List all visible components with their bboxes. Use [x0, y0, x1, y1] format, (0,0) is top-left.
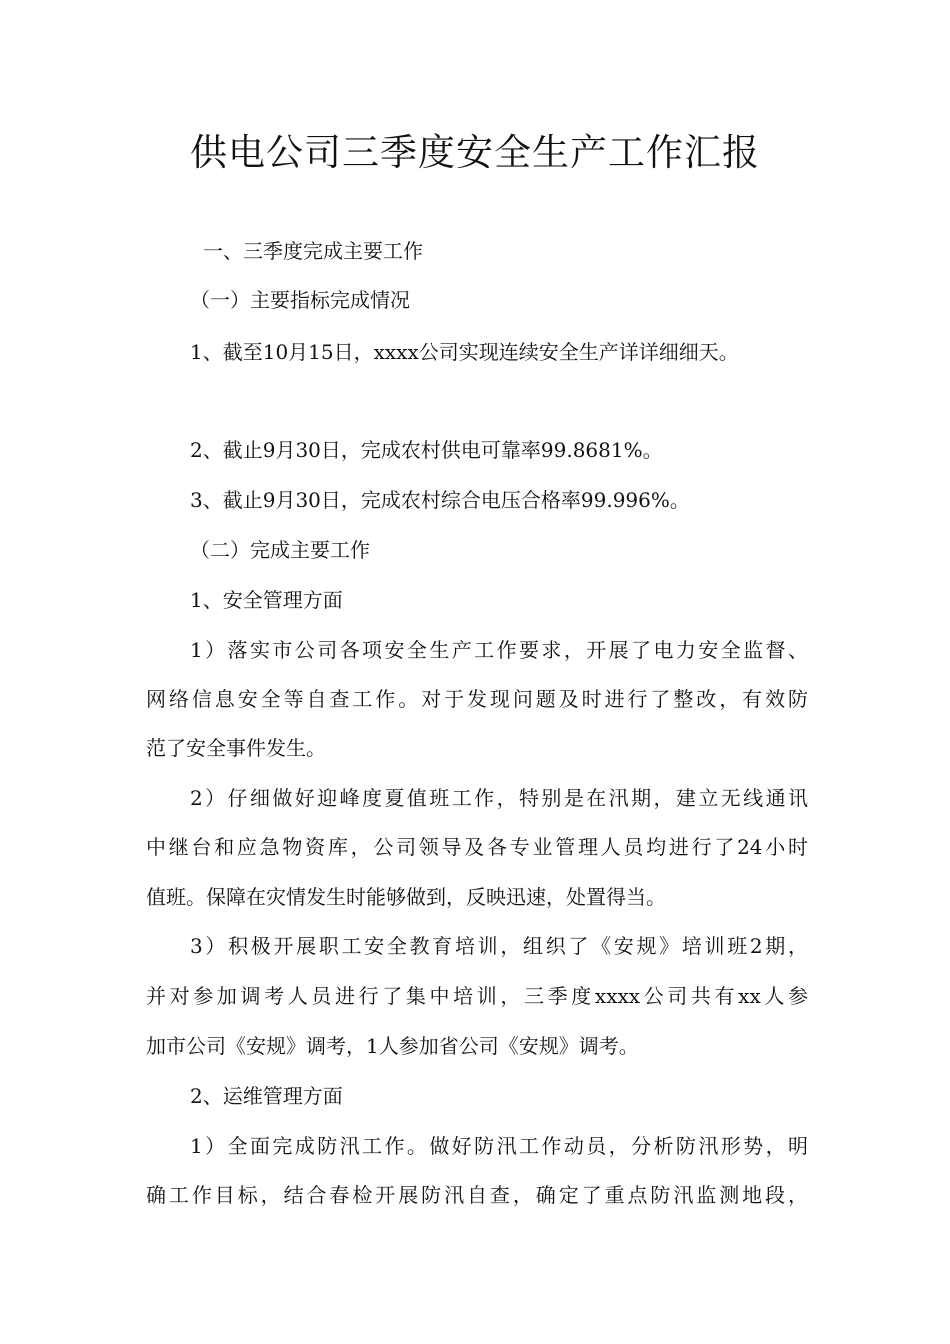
paragraph-line: 加市公司《安规》调考，1人参加省公司《安规》调考。: [146, 1034, 639, 1058]
paragraph-line: 1）全面完成防汛工作。做好防汛工作动员，分析防汛形势，明: [190, 1134, 808, 1158]
paragraph-line: 并对参加调考人员进行了集中培训，三季度xxxx公司共有xx人参: [146, 984, 808, 1008]
paragraph-line: 3）积极开展职工安全教育培训，组织了《安规》培训班2期，: [190, 934, 808, 958]
subsection-heading-1: （一）主要指标完成情况: [190, 288, 410, 312]
work-category-safety: 1、安全管理方面: [190, 588, 343, 612]
document-title: 供电公司三季度安全生产工作汇报: [190, 131, 760, 174]
paragraph-line: 2）仔细做好迎峰度夏值班工作，特别是在汛期，建立无线通讯: [190, 786, 808, 810]
paragraph-line: 1）落实市公司各项安全生产工作要求，开展了电力安全监督、: [190, 638, 808, 662]
section-heading-1: 一、三季度完成主要工作: [203, 239, 423, 263]
work-category-operations: 2、运维管理方面: [190, 1084, 343, 1108]
paragraph-line: 范了安全事件发生。: [146, 736, 326, 760]
indicator-item-1: 1、截至10月15日，xxxx公司实现连续安全生产详详细细天。: [190, 340, 739, 364]
paragraph-line: 值班。保障在灾情发生时能够做到，反映迅速，处置得当。: [146, 885, 666, 909]
indicator-item-3: 3、截止9月30日，完成农村综合电压合格率99.996%。: [190, 488, 690, 512]
paragraph-line: 中继台和应急物资库，公司领导及各专业管理人员均进行了24小时: [146, 835, 808, 859]
indicator-item-2: 2、截止9月30日，完成农村供电可靠率99.8681%。: [190, 438, 663, 462]
paragraph-line: 确工作目标，结合春检开展防汛自查，确定了重点防汛监测地段，: [146, 1183, 808, 1207]
paragraph-line: 网络信息安全等自查工作。对于发现问题及时进行了整改，有效防: [146, 687, 808, 711]
subsection-heading-2: （二）完成主要工作: [190, 538, 370, 562]
